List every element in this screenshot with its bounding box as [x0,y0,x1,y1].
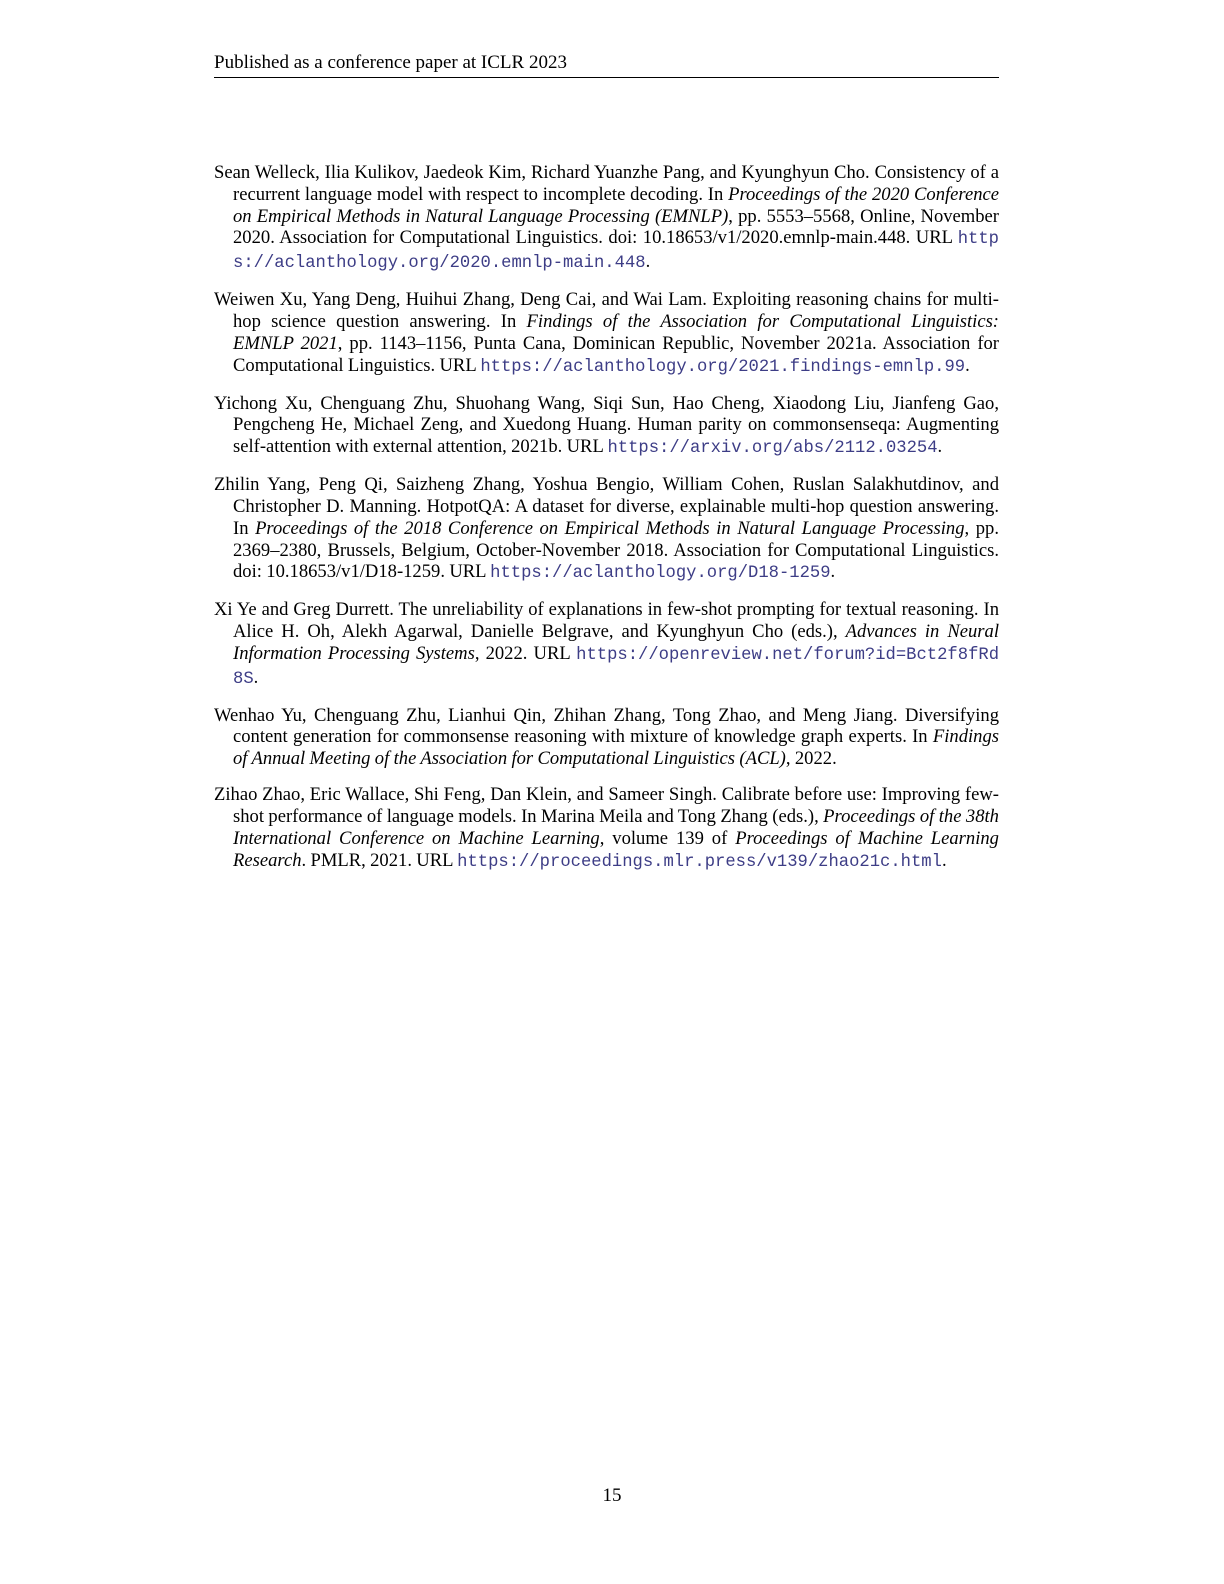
reference-url-link[interactable]: https://arxiv.org/abs/2112.03254 [607,439,938,459]
reference-authors-title: Yichong Xu, Chenguang Zhu, Shuohang Wang, Siqi Sun, Hao Cheng, Xiaodong Liu, Jianfeng Gao, Pengcheng He, Michael Zeng, and Xuedong Huang. Human parity on commonsenseqa: Augmenting self-attention with external attention, 2021b. URL [214,392,999,458]
reference-details: , pp. 1143–1156, Punta Cana, Dominican Republic, November 2021a. Association for Computational Linguistics. URL [233,332,999,376]
reference-venue: Findings of the Association for Computational Linguistics: EMNLP 2021 [233,310,999,354]
page-number: 15 [602,1485,622,1506]
reference-details: , 2022. [785,748,837,770]
reference-item: Xi Ye and Greg Durrett. The unreliability of explanations in few-shot prompting for textual reasoning. In Alice H. Oh, Alekh Agarwal, Danielle Belgrave, and Kyunghyun Cho (eds.), Advances in Neural Information Processing Systems, 2022. URL https://openreview.net/forum?id=Bct2f8fRd8S. [214,599,1000,689]
reference-authors-title: Sean Welleck, Ilia Kulikov, Jaedeok Kim, Richard Yuanzhe Pang, and Kyunghyun Cho. Consistency of a recurrent language model with respect to incomplete decoding. In [214,162,999,205]
reference-venue: Advances in Neural Information Processing Systems [233,621,999,664]
reference-url-link[interactable]: https://aclanthology.org/2021.findings-emnlp.99 [480,357,966,377]
reference-venue: Findings of Annual Meeting of the Association for Computational Linguistics (ACL) [233,726,999,770]
reference-item: Zihao Zhao, Eric Wallace, Shi Feng, Dan Klein, and Sameer Singh. Calibrate before use: Improving few-shot performance of language models. In Marina Meila and Tong Zhang (eds.), Proceedings of the 38th International Conference on Machine Learning, volume 139 of Proceedings of Machine Learning Research. PMLR, 2021. URL https://proceedings.mlr.press/v139/zhao21c.html. [214,784,999,872]
reference-url-link[interactable]: https://aclanthology.org/D18-1259 [490,564,831,584]
reference-item: Weiwen Xu, Yang Deng, Huihui Zhang, Deng Cai, and Wai Lam. Exploiting reasoning chains for multi-hop science question answering. In Findings of the Association for Computational Linguistics: EMNLP 2021, pp. 1143–1156, Punta Cana, Dominican Republic, November 2021a. Association for Computational Linguistics. URL https://aclanthology.org/2021.findings-emnlp.99. [214,289,999,377]
reference-item: Yichong Xu, Chenguang Zhu, Shuohang Wang, Siqi Sun, Hao Cheng, Xiaodong Liu, Jianfeng Gao, Pengcheng He, Michael Zeng, and Xuedong Huang. Human parity on commonsenseqa: Augmenting self-attention with external attention, 2021b. URL https://arxiv.org/abs/2112.03254. [214,392,999,459]
reference-item [214,705,999,770]
reference-url-link[interactable]: https://aclanthology.org/2020.emnlp-main.448 [233,230,999,274]
reference-authors-title: Weiwen Xu, Yang Deng, Huihui Zhang, Deng Cai, and Wai Lam. Exploiting reasoning chains for multi-hop science question answering. In [214,289,999,332]
reference-authors-title: Zhilin Yang, Peng Qi, Saizheng Zhang, Yoshua Bengio, William Cohen, Ruslan Salakhutdinov, and Christopher D. Manning. HotpotQA: A dataset for diverse, explainable multi-hop question answering. In [214,474,999,539]
reference-venue: Proceedings of the 2018 Conference on Empirical Methods in Natural Language Processing [255,517,965,539]
reference-details: , pp. 2369–2380, Brussels, Belgium, October-November 2018. Association for Computational Linguistics. doi: 10.18653/v1/D18-1259. URL [233,517,999,583]
reference-item: Zhilin Yang, Peng Qi, Saizheng Zhang, Yoshua Bengio, William Cohen, Ruslan Salakhutdinov, and Christopher D. Manning. HotpotQA: A dataset for diverse, explainable multi-hop question answering. In Proceedings of the 2018 Conference on Empirical Methods in Natural Language Processing, pp. 2369–2380, Brussels, Belgium, October-November 2018. Association for Computational Linguistics. doi: 10.18653/v1/D18-1259. URL https://aclanthology.org/D18-1259. [214,474,999,584]
reference-url-link[interactable]: https://proceedings.mlr.press/v139/zhao21c.html [457,852,942,872]
reference-publisher: . PMLR, 2021. URL [301,849,458,871]
reference-venue: Proceedings of the 38th International Conference on Machine Learning [233,806,999,849]
reference-item: Sean Welleck, Ilia Kulikov, Jaedeok Kim, Richard Yuanzhe Pang, and Kyunghyun Cho. Consistency of a recurrent language model with respect to incomplete decoding. In Proceedings of the 2020 Conference on Empirical Methods in Natural Language Processing (EMNLP), pp. 5553–5568, Online, November 2020. Association for Computational Linguistics. doi: 10.18653/v1/2020.emnlp-main.448. URL https://aclanthology.org/2020.emnlp-main.448. [214,162,1000,274]
reference-venue: Proceedings of the 2020 Conference on Empirical Methods in Natural Language Processing (EMNLP) [233,183,1000,227]
reference-list [214,162,999,888]
reference-details: , 2022. URL [474,642,577,664]
reference-details: , pp. 5553–5568, Online, November 2020. Association for Computational Linguistics. doi: 10.18653/v1/2020.emnlp-main.448. URL [233,205,999,249]
reference-details: , volume 139 of [599,827,736,849]
reference-series: Proceedings of Machine Learning Research [233,827,999,871]
running-header: Published as a conference paper at ICLR 2023 [214,50,999,78]
reference-authors-title: Wenhao Yu, Chenguang Zhu, Lianhui Qin, Zhihan Zhang, Tong Zhao, and Meng Jiang. Diversifying content generation for commonsense reasoning with mixture of knowledge graph experts. In [214,704,999,748]
reference-url-link[interactable]: https://openreview.net/forum?id=Bct2f8fRd8S [233,645,1000,689]
reference-authors-title: Zihao Zhao, Eric Wallace, Shi Feng, Dan Klein, and Sameer Singh. Calibrate before use: Improving few-shot performance of language models. In Marina Meila and Tong Zhang (eds.), [214,784,999,828]
reference-authors-title: Xi Ye and Greg Durrett. The unreliability of explanations in few-shot prompting for textual reasoning. In Alice H. Oh, Alekh Agarwal, Danielle Belgrave, and Kyunghyun Cho (eds.), [214,599,999,643]
